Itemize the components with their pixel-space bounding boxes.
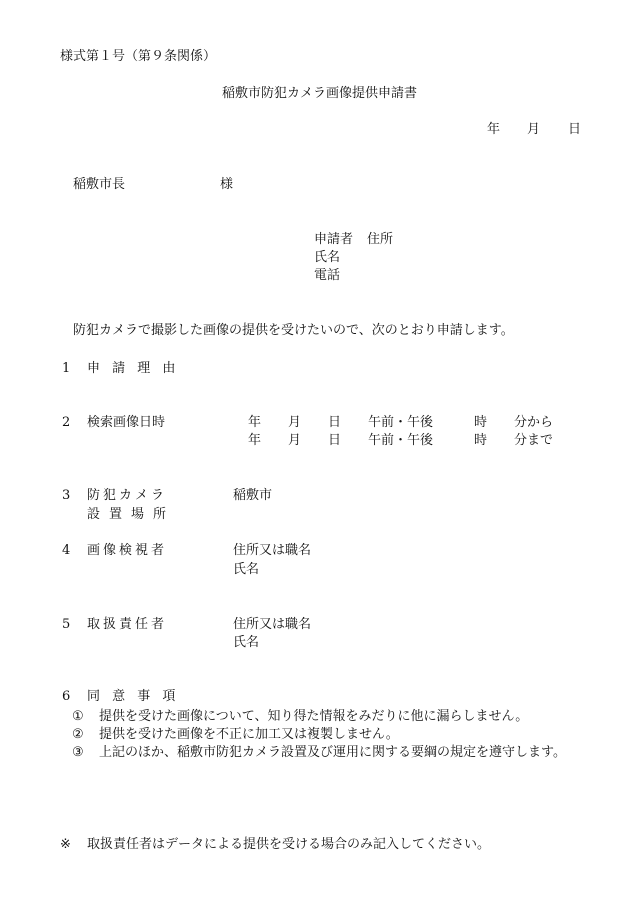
to-ampm-label: 午前・午後 bbox=[368, 433, 434, 448]
from-ampm-label: 午前・午後 bbox=[368, 415, 434, 430]
from-year-label: 年 bbox=[248, 415, 262, 430]
addressee-name: 稲敷市長 bbox=[73, 177, 126, 192]
viewer-name-label: 氏名 bbox=[233, 562, 260, 577]
from-hour-label: 時 bbox=[474, 415, 488, 430]
handler-name-label: 氏名 bbox=[233, 635, 260, 650]
from-month-label: 月 bbox=[288, 415, 302, 430]
item-label: 同 意 事 項 bbox=[87, 689, 180, 704]
item-label-line2: 設置場所 bbox=[87, 507, 176, 522]
clause-mark: ② bbox=[72, 727, 84, 742]
applicant-phone-label: 電話 bbox=[314, 268, 341, 283]
clause-text: 提供を受けた画像を不正に加工又は複製しません。 bbox=[99, 727, 399, 742]
clause-mark: ③ bbox=[72, 745, 84, 760]
applicant-name-label: 氏名 bbox=[314, 250, 341, 265]
to-year-label: 年 bbox=[248, 433, 262, 448]
viewer-address-label: 住所又は職名 bbox=[233, 543, 312, 558]
applicant-label: 申請者 bbox=[314, 232, 354, 247]
camera-location-value: 稲敷市 bbox=[233, 488, 273, 503]
to-month-label: 月 bbox=[288, 433, 302, 448]
note-text: 取扱責任者はデータによる提供を受ける場合のみ記入してください。 bbox=[87, 837, 491, 852]
to-minute-label: 分まで bbox=[514, 433, 554, 448]
page-title: 稲敷市防犯カメラ画像提供申請書 bbox=[222, 86, 418, 101]
date-month-label: 月 bbox=[527, 122, 541, 137]
item-label: 防犯カメラ bbox=[87, 488, 168, 503]
item-label: 取扱責任者 bbox=[87, 617, 168, 632]
item-number: 3 bbox=[62, 488, 71, 503]
handler-address-label: 住所又は職名 bbox=[233, 617, 312, 632]
to-day-label: 日 bbox=[328, 433, 342, 448]
item-number: 4 bbox=[62, 543, 71, 558]
date-year-label: 年 bbox=[487, 122, 501, 137]
item-number: 5 bbox=[62, 617, 71, 632]
item-label: 申 請 理 由 bbox=[87, 361, 180, 376]
from-day-label: 日 bbox=[328, 415, 342, 430]
to-hour-label: 時 bbox=[474, 433, 488, 448]
clause-mark: ① bbox=[72, 709, 84, 724]
form-number: 様式第１号（第９条関係） bbox=[60, 49, 217, 64]
from-minute-label: 分から bbox=[514, 415, 554, 430]
addressee-honorific: 様 bbox=[220, 177, 234, 192]
item-number: 1 bbox=[62, 361, 71, 376]
clause-text: 提供を受けた画像について、知り得た情報をみだりに他に漏らしません。 bbox=[99, 709, 529, 724]
date-day-label: 日 bbox=[568, 122, 582, 137]
intro-text: 防犯カメラで撮影した画像の提供を受けたいので、次のとおり申請します。 bbox=[73, 323, 514, 338]
note-mark: ※ bbox=[60, 837, 71, 852]
applicant-address-label: 住所 bbox=[367, 232, 394, 247]
item-label: 検索画像日時 bbox=[87, 415, 166, 430]
item-number: 2 bbox=[62, 415, 71, 430]
item-label: 画像検視者 bbox=[87, 543, 168, 558]
item-number: 6 bbox=[62, 689, 71, 704]
clause-text: 上記のほか、稲敷市防犯カメラ設置及び運用に関する要綱の規定を遵守します。 bbox=[99, 745, 566, 760]
